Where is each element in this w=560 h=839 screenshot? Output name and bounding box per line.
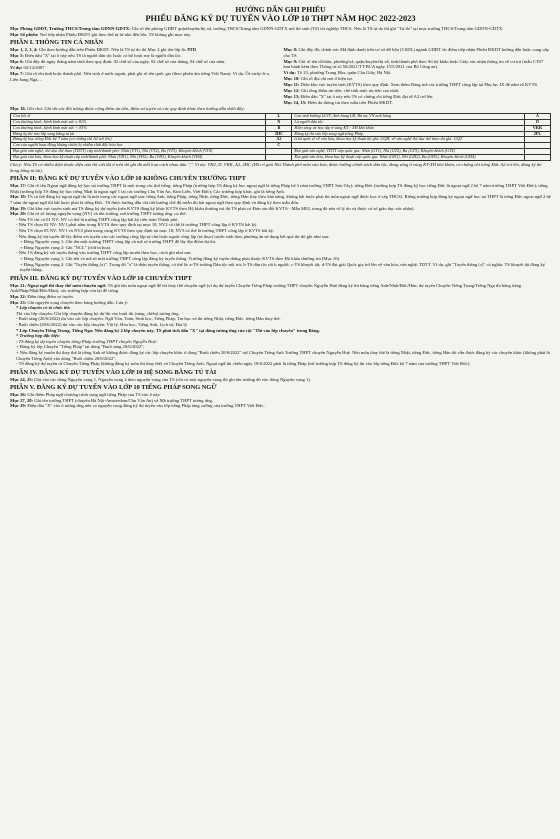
section-1-left-item — [10, 53, 278, 59]
section-2-item-lead: Mục 20: — [10, 211, 27, 217]
description-cell: Đạt giải văn nghệ, TDTT cấp quốc gia: Nhất (GT1), Nhì (GT2), Ba (GT3), Khuyến khích (GT4) — [292, 149, 525, 155]
section-2-item-text: TS có thể đăng ký ngoại ngữ thi là một trong các ngoại ngữ sau: tiếng Anh, tiếng Pháp, tiếng Nhật, tiếng Đức, tiếng Hàn (tùy theo khả năng, không bắt buộc phải thi môn ngoại ngữ được học ở cấp THCS). Riêng trường hợp đăng ký ngoại ngữ học tại THPT là tiếng Đức ngoại ngữ 2 hệ 7 năm thì ngoại ngữ thi bắt buộc phải là tiếng Đức. TS được hướng dẫn chi tiết hưởng chế độ miễn thi bài ngoại ngữ theo quy định và đăng ký theo mẫu đơn. — [10, 194, 551, 206]
intro-item-text: Ghi rõ tên phòng GDĐT quận/huyện/thị xã, trường THCS/Trung tâm GDNN-GDTX nơi thí sinh (TS) tốt nghiệp THCS. Nếu là TS tự do thì ghi "Tự do" tại mục trường THCS/Trung tâm GDNN-GDTX. — [130, 26, 504, 31]
section-3-item-text: Điền tổng điểm sơ tuyển. — [26, 293, 74, 299]
description-cell: Đăng ký thi vào lớp song bằng tú tài — [11, 131, 266, 137]
section-3-item — [10, 283, 551, 294]
item-16-lead: Mục 16. — [10, 106, 26, 112]
section-2-bullet: + Đăng Nguyện vọng 1: Ghi tên một trường THPT công lập và mã số trường THPT để lấy địa điểm dự thi. — [20, 239, 217, 245]
section-1-right-item — [284, 82, 552, 88]
section-1-left-item-text: Ghi rõ tên tỉnh hoặc thành phố. Nếu sinh ở nước ngoài, phải ghi rõ tên quốc gia (theo phiên âm tiếng Việt Nam). Ví dụ: Ôt-xtrây-li-a, Liên bang Nga,... — [10, 71, 270, 82]
section-5-item-lead: Mục 26: — [10, 392, 27, 398]
item-16-text: Ghi chú: Ghi tắt các đối tượng được cộng điểm ưu tiên, điểm sơ tuyển và các quy định khác theo hướng dẫn dưới đây: — [25, 106, 246, 112]
section-1-left-item — [10, 47, 278, 53]
section-3-note: * Lớp Chuyên Tiếng Trung, Tiếng Nga: Nếu đăng ký 2 lớp chuyên này, TS phải tích dấu "X" tại dòng tương ứng của cột "Thi vào lớp chuyên" trong Bảng. — [16, 327, 320, 333]
description-cell: Con của người hoạt động kháng chiến bị nhiễm chất độc hóa học — [11, 143, 266, 149]
code-cell: B — [266, 125, 292, 131]
section-2-bullet: - Nếu TS chỉ có 01 NV: NV có thể là trường THPT công lập bất kỳ trên toàn Thành phố. — [16, 216, 179, 222]
section-2-item-text: Ghi rõ số lượng nguyện vọng (NV) và tên trường, mã trường THPT tương ứng, cụ thể: — [26, 211, 187, 217]
section-1-right-item-text: Ghi tổng điểm ưu tiên, chế tinh mức ưu tiên cao nhất. — [299, 88, 400, 94]
section-2-items — [10, 183, 551, 217]
section-1-right-item-text: Ghi rõ tên tổ/thôn, phường/xã, quận/huyện/thị xã, tỉnh/thành phố theo Sổ hộ khẩu hoặc Giấy xác nhận thông tin về cư trú (mẫu CT07 ban hành kèm theo Thông tư số 56/2021/TT-BCA ngày 15/5/2021 của Bộ Công an). — [283, 58, 544, 70]
section-3-note: + Nếu đăng ký muốn thi thay thế là tiếng Anh sẽ không được đăng ký các lớp chuyên khác ở dòng "Buổi chiều 20/6/2022" trừ Chuyên Tiếng Anh Trường THPT chuyên Nguyễn Huệ. Nếu môn thay thế là tiếng Nhật, tiếng Đức, tiếng Hàn thì vẫn được đăng ký các chuyên khác (không phải là Chuyên Tiếng Anh) vào dòng "Buổi chiều 20/6/2022". — [16, 349, 550, 361]
section-2-bullet: - Nếu đăng ký dự tuyển để lấy điểm xét tuyển vào các trường công lập tự chủ hoặc ngoài công lập (tư thục) tuyển sinh theo phương án sử dụng kết quả thi thì ghi như sau: — [16, 233, 330, 239]
intro-item-lead: Mục Số phiếu: — [10, 31, 39, 37]
description-cell: Hiện sống và học tập ở vùng KT - XH khó khăn — [292, 125, 525, 131]
section-5-item-lead: Mục 29: — [10, 403, 27, 409]
code-cell: 2HC — [266, 131, 292, 137]
section-1-left-item-text: 02/12/2007 — [22, 65, 45, 71]
section-5-item-text: Ghi điểm Pháp ngữ chương trình song ngữ tiếng Pháp của TS vào ô này. — [26, 392, 161, 398]
section-1-left-item-tail: 9TD — [187, 47, 197, 53]
section-1-right-item — [284, 88, 552, 94]
section-3-item-text: TS ghi tên môn ngoại ngữ để thi thay thế chuyên ngữ (ví dụ dự tuyển Chuyên Tiếng Pháp trường THPT chuyên Nguyễn Huệ đăng ký thi bằng tiếng Anh/Nhật/Đức/Hàn; dự tuyển Chuyên Tiếng Trung/Tiếng Nga thi bằng tiếng Anh/Pháp/Nhật/Đức/Hàn), các trường hợp còn lại để trống. — [10, 282, 522, 294]
section-1-left-column — [10, 47, 278, 106]
section-1-right-item-lead: Ví dụ: — [283, 70, 296, 76]
section-5-item-text: Ghi tên trường THPT (chuyên Hà Nội-Amsterdam/Chu Văn An) và Mã trường THPT tương ứng. — [33, 397, 213, 403]
priority-codes-table — [10, 113, 551, 161]
section-2-bullet: + Đăng Nguyện vọng 2: Ghi "Tuyển thẳng (x)". Trong đó "x" là diện tuyển thẳng, có thể là: a-TS trường Dân tộc nội trú; b-TS dân tộc rất ít người; c-TS khuyết tật; d-TS đạt giải Quốc gia trở lên về văn hóa, văn nghệ, TDTT. Ví dụ: ghi "Tuyển thẳng (c)" có nghĩa: TS khuyết tật đăng ký tuyển thẳng. — [20, 261, 546, 273]
section-3-note: - Buổi chiều (20/6/2022) thi vào các lớp chuyên: Vật lý, Hóa học, Tiếng Anh, Lịch sử, Địa lý. — [16, 321, 189, 327]
description-cell: Giải quốc tế về văn hóa, khoa học kỹ thuật thi ghi: GQH, về văn nghệ thể dục thể thao thi ghi: GQT — [292, 137, 525, 143]
code-cell: VKK — [525, 125, 551, 131]
section-1-right-item-text: Điền dấu "X" tại ô này nếu TS có chứng chỉ tiếng Đức đạt từ A2 trở lên. — [299, 94, 434, 100]
description-cell: Con thương binh, bệnh binh mất sức ≥ 81% — [11, 119, 266, 125]
section-2-item-lead: Mục 17: — [10, 183, 27, 189]
section-3-note: * Trường hợp đặc biệt: — [16, 333, 60, 339]
section-2-bullets — [10, 217, 551, 273]
description-cell: Con liệt sĩ — [11, 113, 266, 119]
item-16 — [10, 106, 551, 112]
section-4-title: PHẦN IV. ĐĂNG KÝ DỰ TUYỂN VÀO LỚP 10 HỆ SONG BẰNG TÚ TÀI — [10, 368, 217, 376]
section-1-right-item-text: Điền du thông tin theo mẫu trên Phiếu ĐKDT. — [306, 100, 393, 106]
section-2-bullet: - Nếu TS chọn 02 NV: NV1 phải nằm trong KVTS theo quy định tại mục 18, NV2 có thể là trường THPT công lập ở KVTS bất kỳ. — [16, 222, 258, 228]
section-3-note: - TS đăng ký dự tuyển cả Chuyên Tiếng Pháp (không đăng ký môn thi thay thế) và Chuyên Tiếng Anh, Ngoại ngữ thi chiều ngày 18/6/2022 phải là tiếng Pháp (trừ trường hợp TS đăng ký thi vào lớp tiếng Đức hệ 7 năm của trường THPT Việt Đức). — [16, 361, 471, 367]
section-1-left-item-lead: Mục 5: — [10, 53, 24, 59]
section-1-right-item-lead: Mục 9: — [283, 58, 298, 64]
description-cell: Là người dân tộc — [292, 119, 525, 125]
description-cell: Đạt giải văn hóa, khoa học kỹ thuật cấp tỉnh/thành phố: Nhất (VH1), Nhì (VH2), Ba (VH3), Khuyến khích (VH4) — [11, 155, 266, 161]
section-1-left-item-lead: Ví dụ: — [10, 65, 23, 71]
section-2-bullet: - Nếu TS đăng ký xét tuyển thẳng vào trường THPT công lập muốn theo học, cách ghi như sau: — [16, 250, 192, 256]
section-1-title: PHẦN I. THÔNG TIN CÁ NHÂN — [10, 39, 104, 47]
code-cell: D — [525, 119, 551, 125]
section-2-item-text: Ghi rõ tên Ngoại ngữ đăng ký học tại trường THPT là một trong các thứ tiếng: tiếng Pháp (trường hợp TS đăng ký học ngoại ngữ là tiếng Pháp hệ 3 năm trường THPT Sơn Tây); tiếng Đức (trường hợp TS đăng ký học tiếng Đức là ngoại ngữ 2 hệ 7 năm trường THPT Việt Đức); tiếng Nhật (trường hợp TS đăng ký học tiếng Nhật là ngoại ngữ 1 tại các trường Chu Văn An, Kim Liên, Việt Đức); Các trường hợp khác, ghi là tiếng Anh. — [10, 183, 548, 194]
section-1-left-item-text: Ghi đầy đủ ngày tháng năm sinh theo quy định: 02 chữ số của ngày, 02 chữ số của tháng, 04 chữ số của năm. — [23, 59, 226, 65]
section-3-items — [10, 283, 551, 305]
intro-section — [10, 26, 551, 37]
section-3-note: - Buổi sáng (20/6/2022) thi vào các lớp chuyên: Ngữ Văn, Toán, Sinh học, Tiếng Pháp, Tin học và thi tiếng Nhật, tiếng Đức, tiếng Hàn thay thế. — [16, 316, 281, 322]
section-2-item-lead: Mục 19: — [10, 205, 27, 211]
section-5-title: PHẦN V. ĐĂNG KÝ DỰ TUYỂN VÀO LỚP 10 TIẾNG PHÁP SONG NGỮ — [10, 384, 217, 392]
section-3-item-lead: Mục 22: — [10, 293, 27, 299]
section-4-item-lead: Mục 24, 25: — [10, 376, 34, 382]
section-1-right-column — [284, 47, 552, 106]
section-1-left-item-text: Ghi theo hướng dẫn trên Phiếu ĐKDT. Nếu là TS tự do thì Mục 2 ghi tên lớp là: — [37, 47, 188, 53]
section-1-right-item — [284, 47, 552, 58]
section-4-item-text: Ghi vào các dòng Nguyện vọng 1, Nguyện vọng 2 theo nguyện vọng của TS (chỉ có một nguyện vọng thì ghi tên trường đó vào dòng Nguyện vọng 1). — [33, 376, 311, 382]
section-2-item-text: Ghi khu vực tuyển sinh mà TS đăng ký dự tuyển (nếu KVTS đăng ký khác KVTS theo Hộ khẩu thường trú thì TS phải có Đơn xin đổi KVTS - Mẫu M02, trong đó nêu rõ lý do và được cơ sở giáo dục xác nhận). — [26, 205, 415, 211]
section-5-items — [10, 392, 551, 409]
section-2-bullet: + Đăng Nguyện vọng 2: Ghi "NCL" (chữ in hoa). — [20, 244, 112, 250]
section-1-left-item-lead: Mục 1, 2, 3, 4: — [10, 47, 38, 53]
code-cell: N — [266, 119, 292, 125]
code-cell: A — [525, 113, 551, 119]
section-1-right-item — [284, 70, 552, 76]
section-1-right-item-lead: Mục 10: — [283, 76, 300, 82]
section-1-right-item-lead: Mục 11: — [283, 82, 300, 88]
section-1-left-item-lead: Mục 6: — [10, 59, 24, 65]
section-1-right-item-text: Diện khu vực tuyển sinh (KVTS) theo quy định. Xem thêm Bảng mã các trường THPT công lập tại Phụ lục IX để nắm rõ KVTS. — [299, 82, 539, 88]
section-5-item — [10, 403, 551, 409]
code-cell: L — [266, 113, 292, 119]
section-1-right-item — [284, 94, 552, 100]
section-3-title: PHẦN III. ĐĂNG KÝ DỰ TUYỂN VÀO LỚP 10 CHUYÊN THPT — [10, 274, 192, 282]
section-3-note: * Lớp chuyên có tổ chức thi: — [16, 305, 71, 311]
section-4-item — [10, 377, 551, 383]
description-cell: Đăng ký thi vào lớp song ngữ tiếng Pháp — [292, 131, 525, 137]
section-3-item-lead: Mục 23: — [10, 299, 27, 305]
section-3-note: + Đăng ký lớp Chuyên "Tiếng Pháp" tại dòng "Buổi sáng 20/6/2022"; — [16, 344, 145, 350]
section-1-right-item-text: Ghi rõ địa chỉ nơi ở hiện tại. — [299, 76, 353, 82]
section-2-item — [10, 194, 551, 205]
code-cell — [266, 155, 292, 161]
section-3-note: - TS đăng ký dự tuyển chuyên tiếng Pháp trường THPT chuyên Nguyễn Huệ: — [16, 338, 158, 344]
section-1-left-item — [10, 65, 278, 71]
section-5-item-text: Điền dấu "X" vào ô tương ứng nếu có nguyện vọng đăng ký dự tuyển vào lớp tiếng Pháp tăng cường của trường THPT Việt Đức. — [26, 403, 265, 409]
section-3-note: Thi vào lớp chuyên: Ghi lớp chuyên đăng ký dự thi vào buổi thi (sáng, chiều) tương ứng. — [16, 310, 180, 316]
section-4-items — [10, 377, 551, 383]
section-1-right-item-lead: Mục 8: — [283, 47, 298, 53]
section-2-bullet: + Đăng Nguyện vọng 1: Ghi tên và mã số một trường THPT công lập đăng ký tuyển thẳng. Trường đăng ký tuyển thẳng phải thuộc KVTS theo Hộ khẩu thường trú (Mục 10). — [20, 256, 341, 261]
code-cell — [525, 155, 551, 161]
description-cell: Đăng ký học tiếng Đức hệ 7 năm (có chứng chỉ A2 trở lên) — [11, 137, 266, 143]
section-1-right-item — [284, 59, 552, 70]
section-1-left-item-text: Điền dấu "X" tại ô này nếu TS là người dân tộc hoặc có bố hoặc mẹ là người dân tộc. — [23, 53, 182, 59]
section-1-right-item — [284, 76, 552, 82]
description-cell: Đạt giải văn hóa, khoa học kỹ thuật cấp quốc gia: Nhất (GH1), Nhì (GH2), Ba (GH3), Khuyến khích (GH4) — [292, 155, 525, 161]
section-2-bullet: - Nếu TS chọn 03 NV: NV1 và NV2 phải trong cùng KVTS theo quy định tại mục 18; NV3 có thể là trường THPT công lập ở KVTS bất kỳ. — [16, 228, 275, 234]
description-cell: Con thương binh, bệnh binh mất sức < 81% — [11, 125, 266, 131]
description-cell: Đạt giải văn nghệ, thể dục thể thao (TDTT) cấp tỉnh/thành phố: Nhất (VT1), Nhì (VT2), Ba (VT3), Khuyến khích (VT4) — [11, 149, 266, 155]
codes-note: Chú ý: Nếu TS có nhiều diện thuộc diện nào thì viết tắt ở trên thì ghi đủ mỗi loại cách nhau dấu ",". Ví dụ: VH2, D, VKK, A2, 2HC (HS có giải Nhì Thành phố môn văn hóa, được hưởng chính sách dân tộc, đang sống ở vùng KT-XH khó khăn, có chứng chỉ tiếng Đức A2 trở lên, đăng ký thi Song bằng tú tài). — [10, 162, 542, 173]
section-1-left-item — [10, 71, 278, 82]
section-1-columns — [10, 47, 551, 106]
code-cell: 2FL — [525, 131, 551, 137]
codes-row — [11, 155, 551, 161]
section-3-item-text: Ghi nguyện vọng chuyên theo bảng hướng dẫn. Lưu ý: — [26, 299, 129, 305]
section-5-item-lead: Mục 27, 28: — [10, 397, 34, 403]
code-cell: C — [266, 143, 292, 149]
intro-item-lead: Mục Phòng GDĐT, Trường THCS/Trung tâm GDNN-GDTX: — [10, 26, 131, 31]
intro-item-text: Nơi tiếp nhận Phiếu ĐKDT ghi theo thứ tự từ nhỏ đến lớn, TS không ghi mục này. — [38, 31, 192, 37]
intro-item — [10, 32, 551, 38]
section-2-item — [10, 183, 551, 194]
section-3-item-lead: Mục 21: Ngoại ngữ thi thay thế môn chuyên ngữ: — [10, 282, 107, 288]
section-1-left-item-lead: Mục 7: — [10, 71, 24, 77]
section-1-right-item-lead: Mục 13: — [283, 94, 300, 100]
section-1-right-item-text: Tổ 23, phường Trung Hòa, quận Cầu Giấy, Hà Nội. — [295, 70, 392, 76]
section-3-notes — [10, 305, 551, 367]
description-cell: Con ảnh hưởng LLVT, Anh hùng LĐ, Bà mẹ VN anh hùng — [292, 113, 525, 119]
section-2-title: PHẦN II: ĐĂNG KÝ DỰ TUYỂN VÀO LỚP 10 KHÔNG CHUYÊN TRƯỜNG THPT — [10, 175, 246, 183]
guide-heading: HƯỚNG DẪN GHI PHIẾU — [235, 5, 326, 14]
section-1-left-item — [10, 59, 278, 65]
form-title: PHIẾU ĐĂNG KÝ DỰ TUYỂN VÀO LỚP 10 THPT NĂM HỌC 2022-2023 — [145, 14, 416, 23]
code-cell: A2 — [266, 137, 292, 143]
section-2-item-lead: Mục 18: — [10, 194, 27, 200]
section-1-right-item-lead: Mục 12: — [283, 88, 300, 94]
section-1-right-item — [284, 100, 552, 106]
section-1-right-item-lead: Mục 14, 15: — [283, 100, 307, 106]
section-1-right-item-text: Ghi đầy đủ, chính xác Mã định danh trên cơ sở dữ liệu (CSDL) ngành GDĐT do điểm tiếp nhận Phiếu ĐKDT hướng dẫn hoặc cung cấp cho TS. — [283, 47, 549, 58]
